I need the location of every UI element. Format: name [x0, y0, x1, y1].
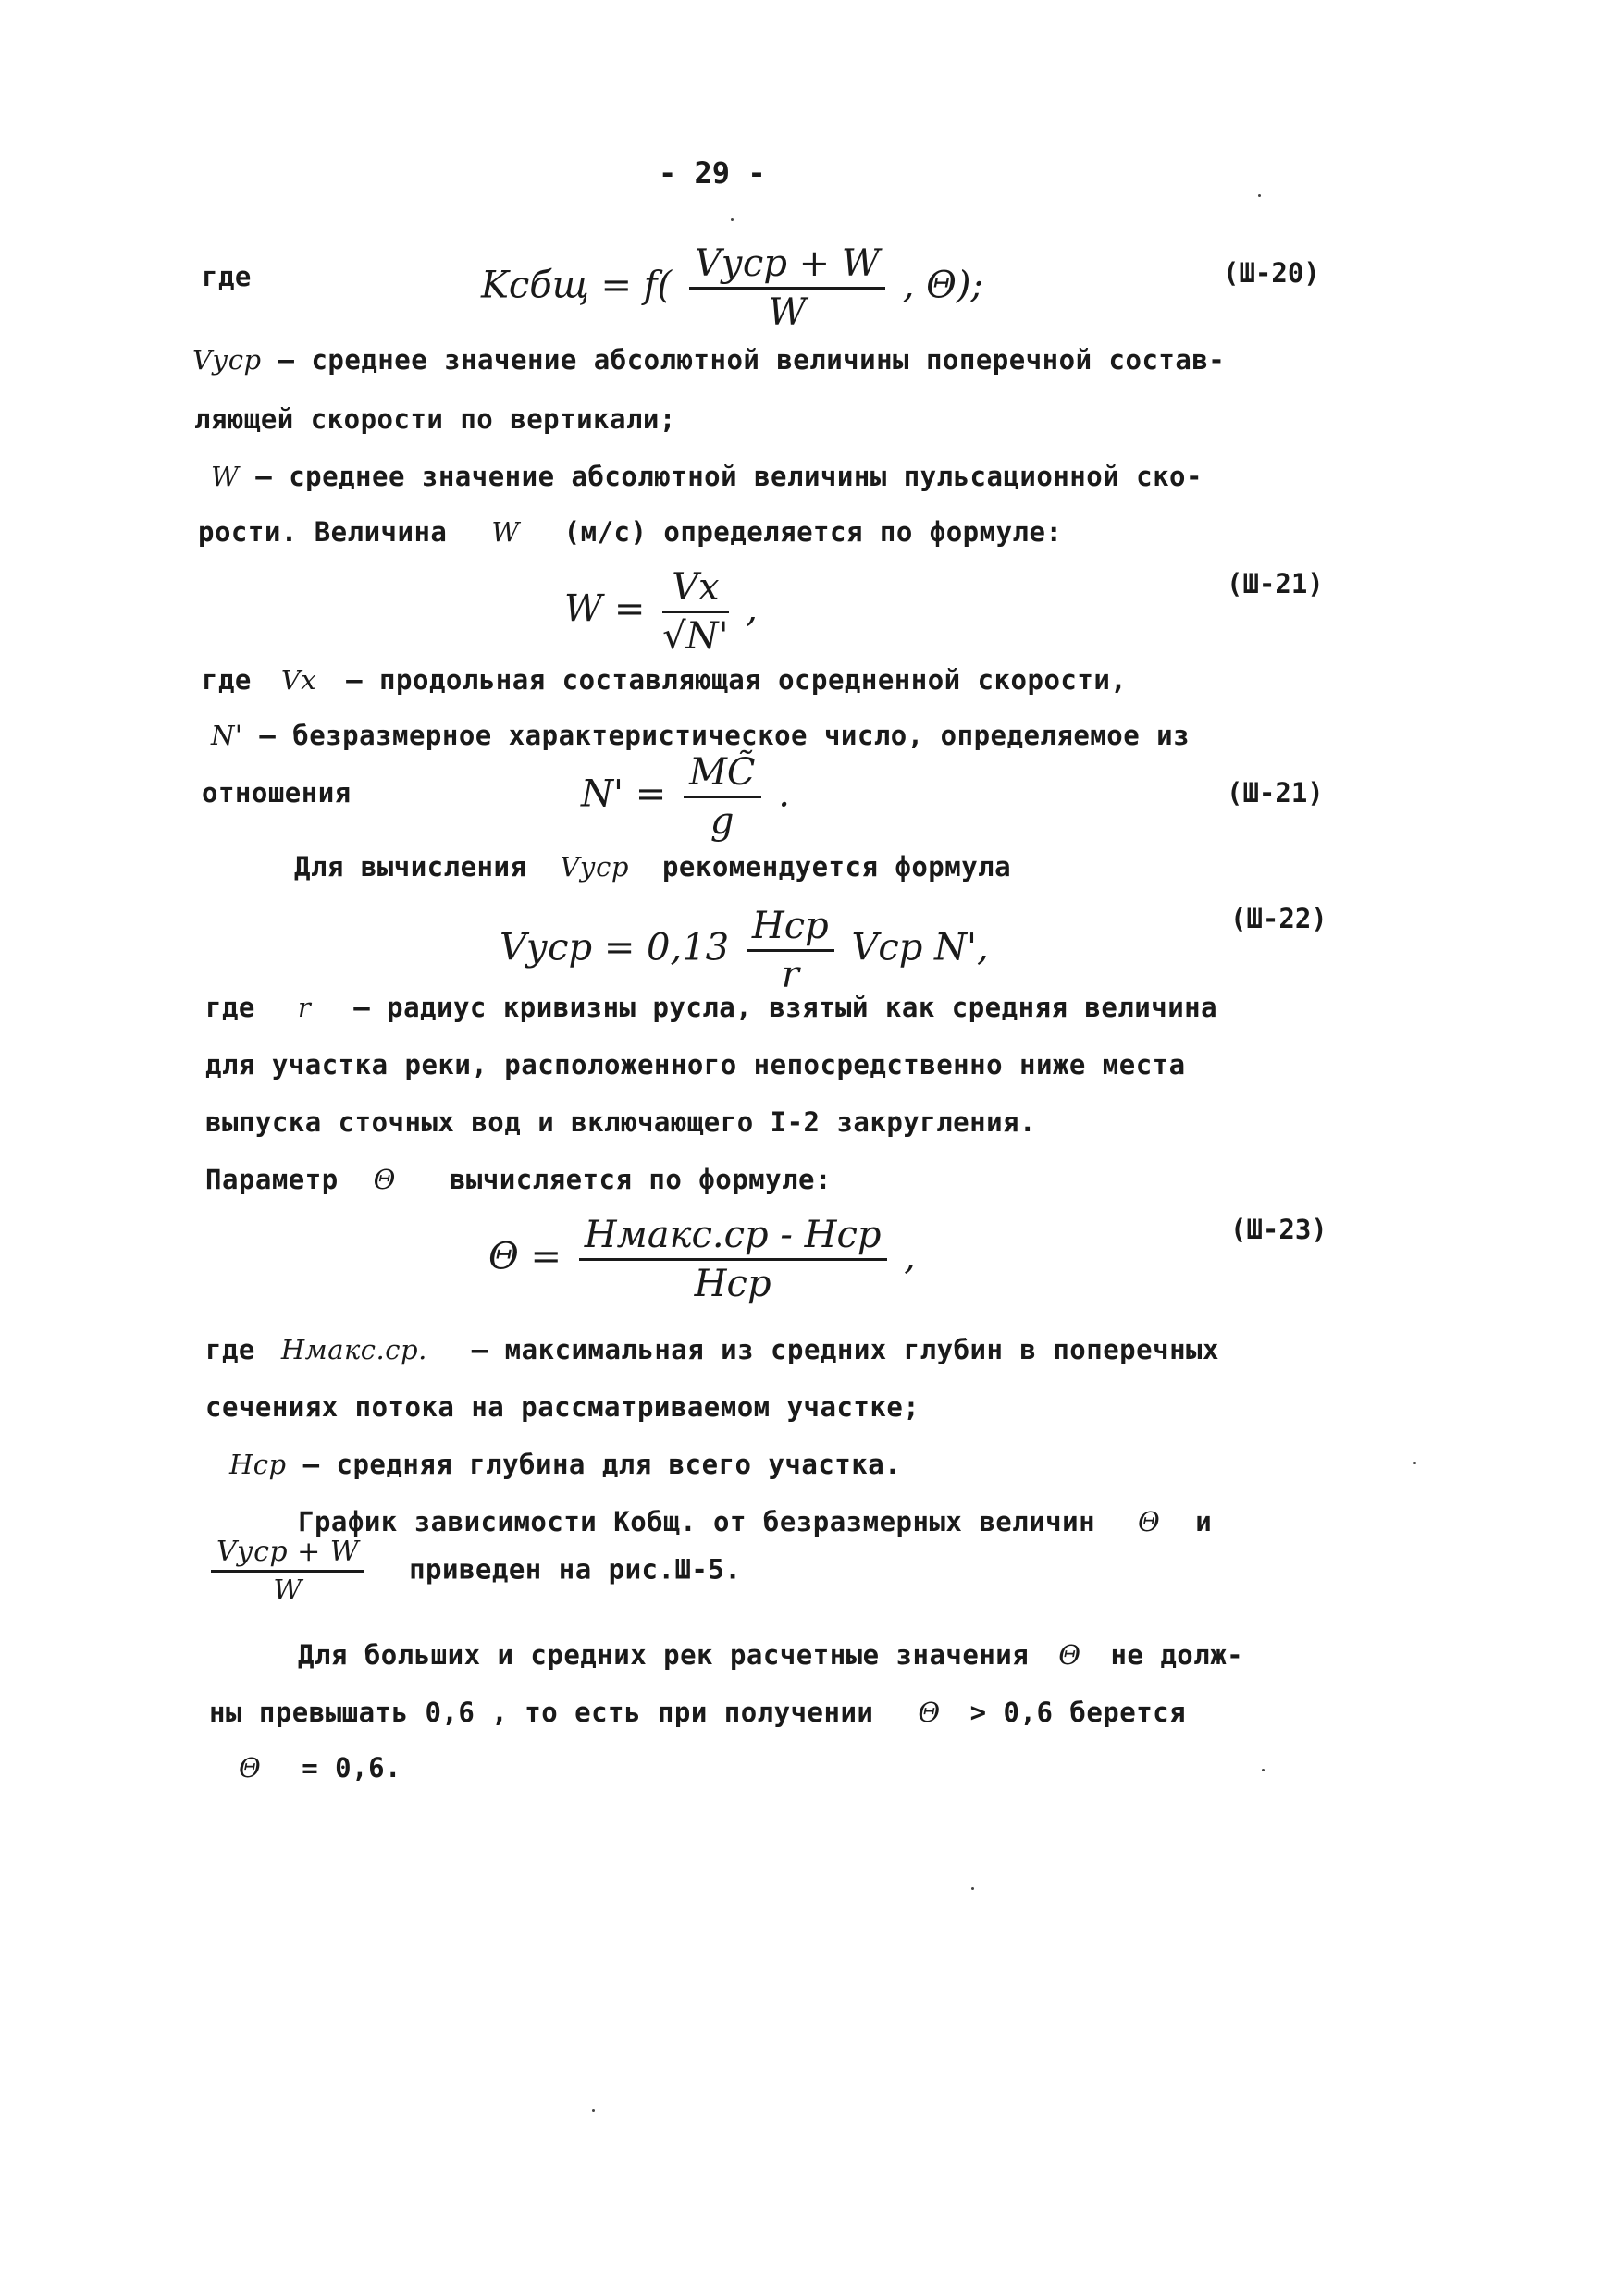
eq21-numerator: Vх — [662, 566, 728, 613]
line-7: отношения — [202, 777, 352, 809]
equation-22 — [500, 905, 989, 996]
line-16-symbol: Θ — [1138, 1506, 1161, 1537]
eq21-denominator: √N' — [662, 615, 729, 658]
line-6-symbol: N' — [211, 720, 243, 751]
line-18-symbol: Θ — [1058, 1639, 1081, 1671]
line-4 — [198, 516, 1062, 548]
eq23-denominator: Hср — [694, 1263, 771, 1305]
line-18 — [298, 1639, 1243, 1671]
eq23-fraction — [579, 1214, 887, 1305]
eq20-label: (Ш-20) — [1223, 257, 1320, 289]
line-11: выпуска сточных вод и включающего I-2 закругления. — [205, 1106, 1036, 1138]
line-12-a: Параметр — [205, 1164, 339, 1195]
eq23-label: (Ш-23) — [1230, 1214, 1327, 1245]
scan-speck — [731, 218, 734, 221]
eq21b-fraction — [684, 751, 761, 843]
line-14: сечениях потока на рассматриваемом участке; — [205, 1391, 920, 1423]
line-9-symbol: r — [297, 992, 312, 1023]
line-4-symbol: W — [491, 516, 520, 548]
eq23-rest: , — [904, 1235, 916, 1278]
line-4-a: рости. Величина — [198, 516, 448, 548]
eq21b-rest: . — [778, 772, 790, 816]
line-4-b: (м/с) определяется по формуле: — [563, 516, 1063, 548]
scan-speck — [1262, 1769, 1265, 1771]
line-19-b: > 0,6 берется — [969, 1697, 1187, 1728]
line-8-b: рекомендуется формула — [661, 851, 1012, 883]
line-9 — [205, 992, 1217, 1023]
line-19 — [209, 1697, 1186, 1728]
eq22-fraction — [747, 905, 834, 996]
scan-speck — [592, 2109, 595, 2112]
line-5-a: где — [202, 664, 252, 696]
line-17-text: приведен на рис.Ш-5. — [409, 1553, 742, 1586]
scan-speck — [971, 1887, 974, 1890]
line-3-text: – среднее значение абсолютной величины пульсационной ско- — [255, 461, 1203, 492]
eq21b-denominator: g — [710, 800, 734, 843]
line-18-a: Для больших и средних рек расчетные значения — [298, 1639, 1030, 1671]
line-2: ляющей скорости по вертикали; — [194, 403, 676, 435]
line-15-symbol: Hср — [229, 1449, 287, 1480]
line-20-symbol: Θ — [239, 1752, 262, 1784]
line-5-symbol: Vх — [280, 664, 317, 696]
line-8-a: Для вычисления — [294, 851, 527, 883]
line-20 — [239, 1752, 401, 1784]
line-1 — [192, 344, 1225, 376]
line-5-b: – продольная составляющая осредненной скорости, — [346, 664, 1128, 696]
line-17-numerator: Vуср + W — [211, 1536, 364, 1573]
eq22-lhs: Vуср = 0,13 — [500, 926, 730, 969]
line-16-a: График зависимости Kобщ. от безразмерных величин — [298, 1506, 1096, 1537]
line-19-a: ны превышать 0,6 , то есть при получении — [209, 1697, 874, 1728]
eq22-label: (Ш-22) — [1230, 903, 1327, 934]
line-6-text: – безразмерное характеристическое число, определяемое из — [259, 720, 1191, 751]
eq20-fraction — [689, 242, 885, 334]
line-16 — [298, 1506, 1212, 1537]
line-1-symbol: Vуср — [192, 344, 262, 376]
eq21-label: (Ш-21) — [1227, 568, 1324, 599]
scan-speck — [1413, 1462, 1416, 1464]
line-12 — [205, 1164, 832, 1195]
line-13 — [205, 1334, 1219, 1365]
line-13-a: где — [205, 1334, 255, 1365]
line-9-a: где — [205, 992, 255, 1023]
line-3 — [211, 461, 1203, 492]
line-12-b: вычисляется по формуле: — [449, 1164, 832, 1195]
eq21-lhs: W = — [564, 587, 646, 631]
line-20-text: = 0,6. — [302, 1752, 402, 1784]
eq21-rest: , — [746, 587, 758, 631]
line-18-b: не долж- — [1110, 1639, 1244, 1671]
gde-word: где — [202, 261, 252, 292]
line-10: для участка реки, расположенного непосредственно ниже места — [205, 1049, 1186, 1080]
eq20-denominator: W — [768, 291, 807, 334]
equation-20 — [481, 242, 983, 334]
line-15 — [229, 1449, 901, 1480]
line-16-b: и — [1195, 1506, 1213, 1537]
line-17-denominator: W — [273, 1574, 302, 1607]
equation-23 — [488, 1214, 916, 1305]
eq20-f: f( — [643, 264, 673, 307]
line-19-symbol: Θ — [918, 1697, 941, 1728]
eq20-numerator: Vуср + W — [689, 242, 885, 290]
eq21b-numerator: MC̃ — [684, 751, 761, 798]
line-13-symbol: Hмакс.ср. — [280, 1334, 427, 1365]
line-6 — [211, 720, 1190, 751]
line-13-b: – максимальная из средних глубин в поперечных — [471, 1334, 1219, 1365]
line-9-b: – радиус кривизны русла, взятый как средняя величина — [353, 992, 1218, 1023]
line-3-symbol: W — [211, 461, 240, 492]
equation-21b — [581, 751, 790, 843]
line-17 — [205, 1536, 741, 1607]
page-number: - 29 - — [659, 155, 766, 191]
line-17-fraction — [211, 1536, 364, 1607]
eq22-numerator: Hср — [747, 905, 834, 952]
eq23-lhs: Θ = — [488, 1235, 562, 1278]
eq22-rest: Vср N', — [851, 926, 989, 969]
eq23-numerator: Hмакс.ср - Hср — [579, 1214, 887, 1261]
eq22-denominator: r — [781, 954, 799, 996]
eq21b-lhs: N' = — [581, 772, 667, 816]
line-12-symbol: Θ — [373, 1164, 396, 1195]
eq21-fraction — [662, 566, 728, 658]
line-1-text: – среднее значение абсолютной величины поперечной состав- — [278, 344, 1226, 376]
eq21b-label: (Ш-21) — [1227, 777, 1324, 809]
line-15-text: – средняя глубина для всего участка. — [302, 1449, 902, 1480]
equation-21 — [564, 566, 758, 658]
eq20-lhs: Kсбщ = — [481, 264, 632, 307]
line-5 — [202, 664, 1127, 696]
line-8 — [294, 851, 1011, 883]
eq20-rest: , Θ); — [902, 264, 984, 307]
scan-speck — [1258, 194, 1261, 197]
line-8-symbol: Vуср — [560, 851, 629, 883]
